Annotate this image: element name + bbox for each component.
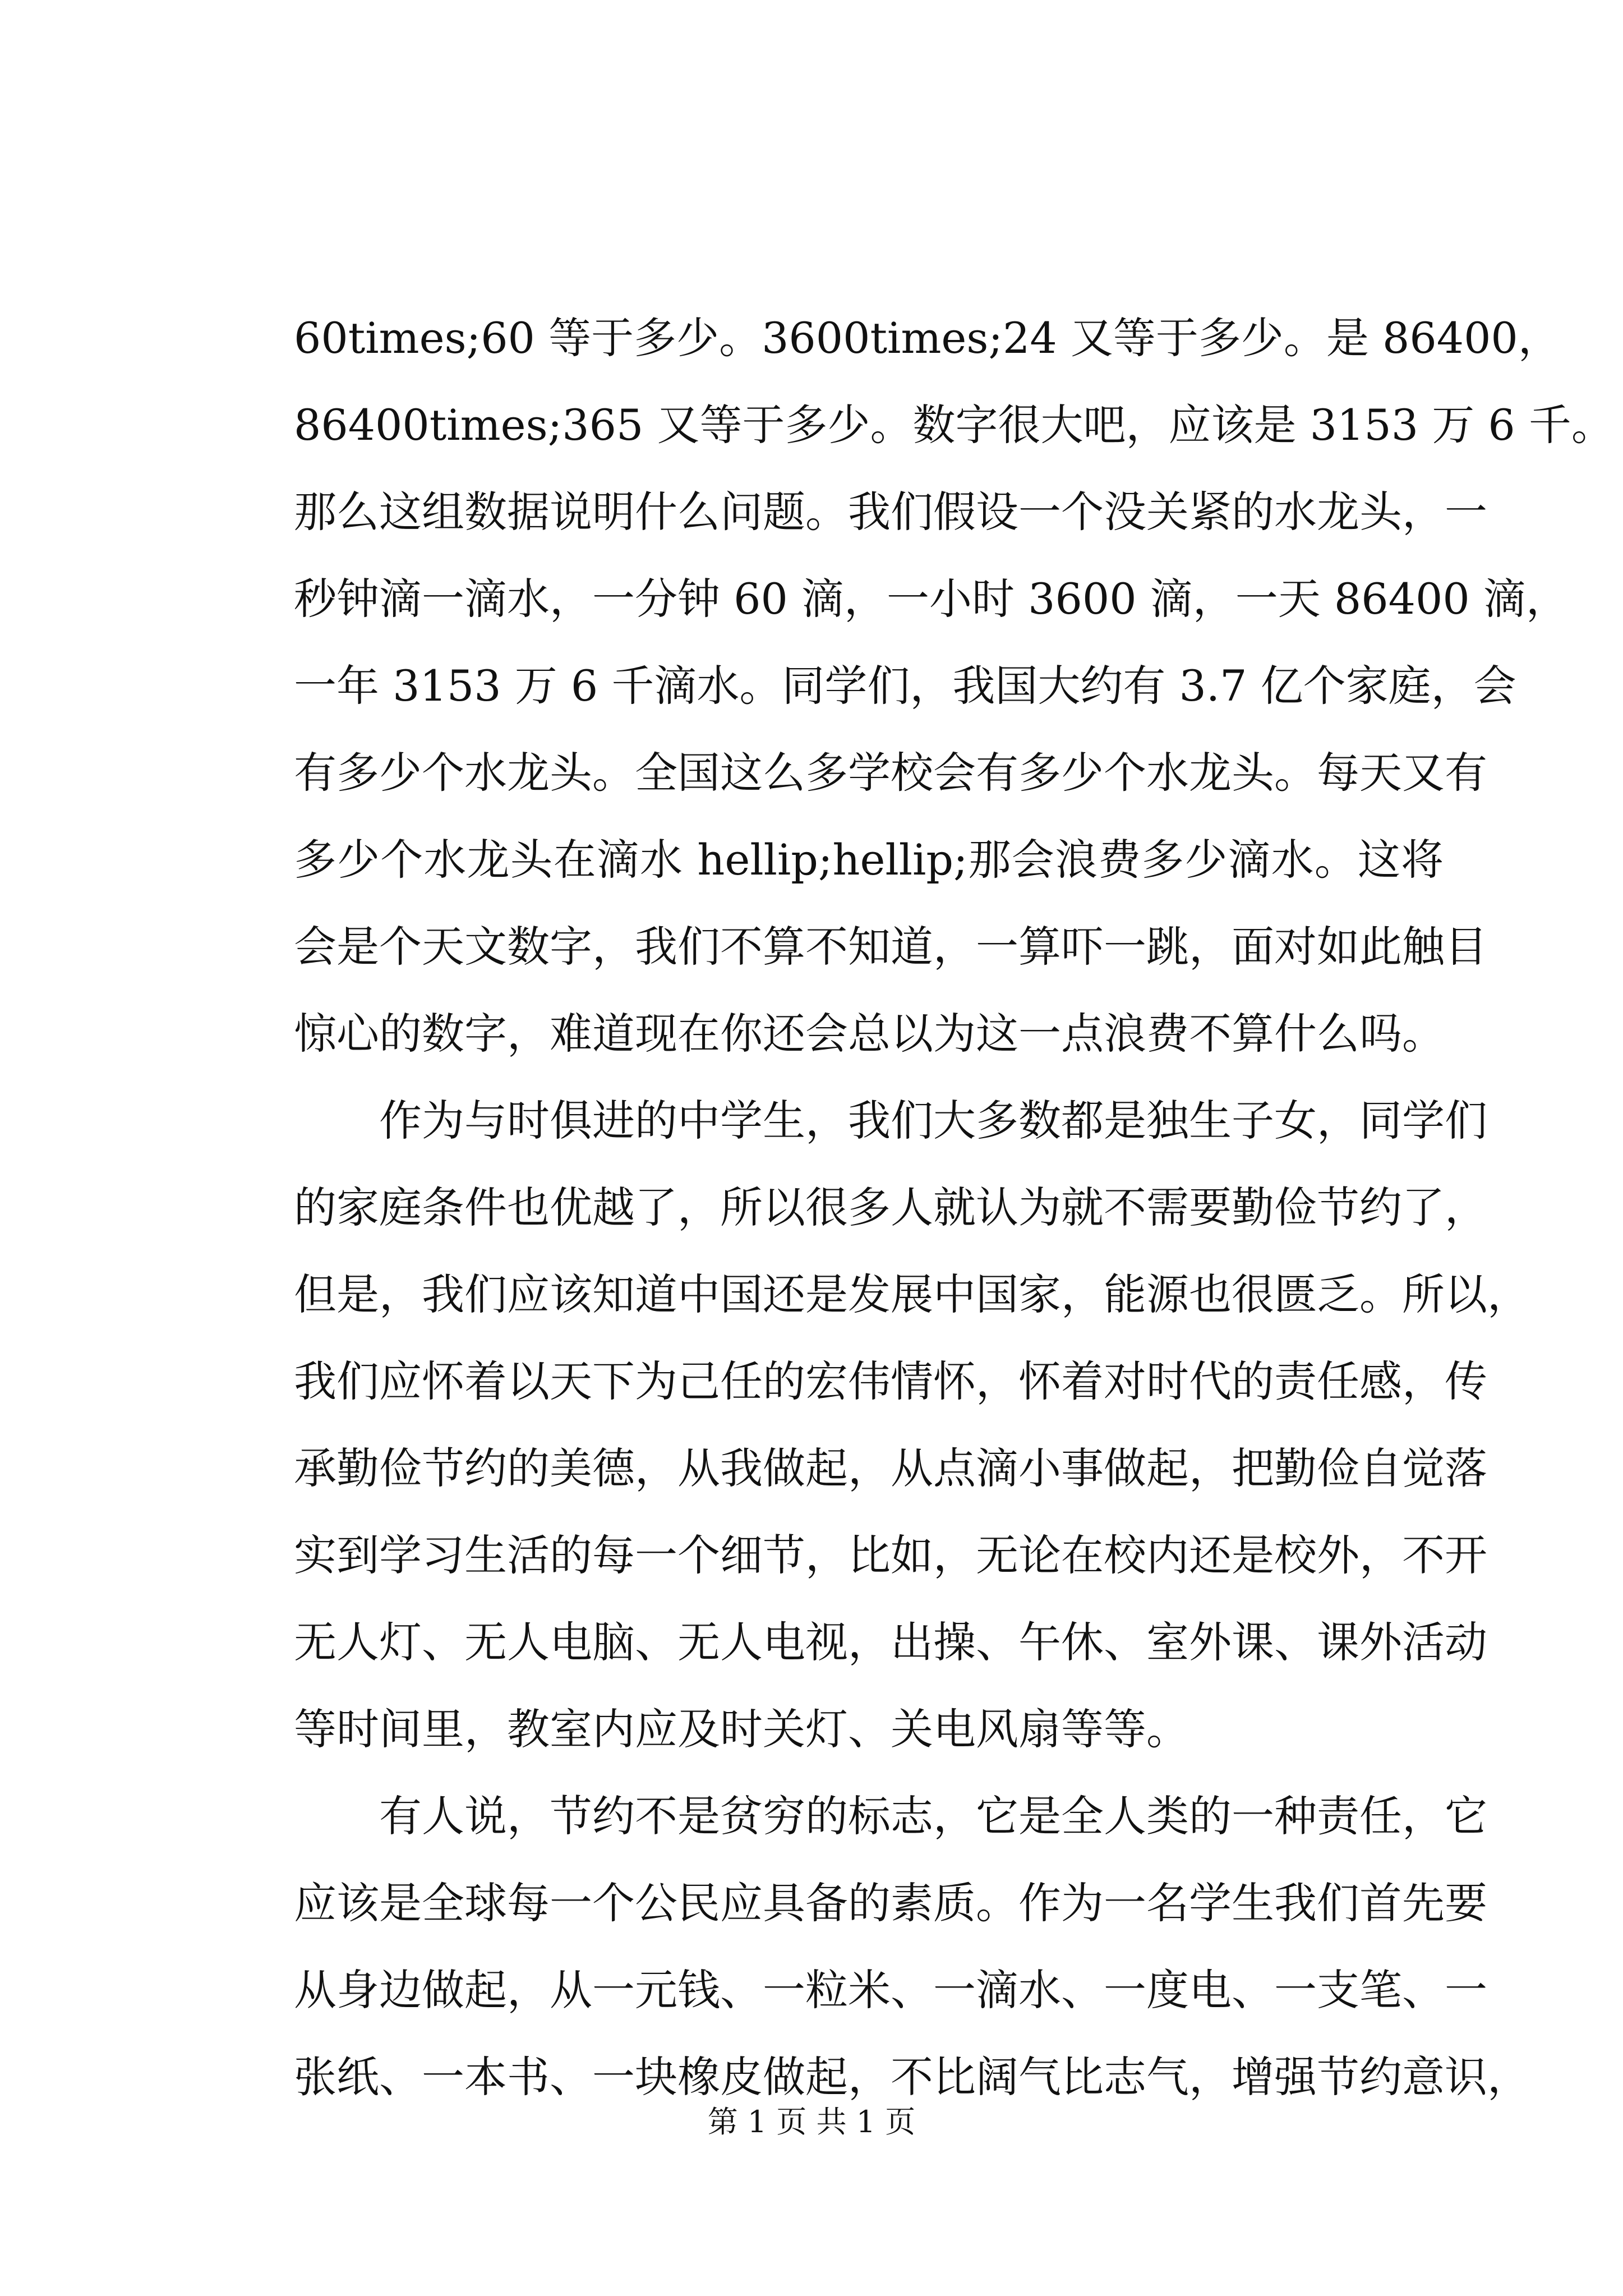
text-line: 的家庭条件也优越了，所以很多人就认为就不需要勤俭节约了， bbox=[294, 1182, 1487, 1232]
text-line: 多少个水龙头在滴水 hellip;hellip;那会浪费多少滴水。这将 bbox=[294, 835, 1444, 885]
text-line: 一年 3153 万 6 千滴水。同学们，我国大约有 3.7 亿个家庭，会 bbox=[294, 661, 1516, 711]
text-line: 等时间里，教室内应及时关灯、关电风扇等等。 bbox=[294, 1704, 1189, 1754]
page-footer: 第 1 页 共 1 页 bbox=[707, 2104, 916, 2139]
text-line: 从身边做起，从一元钱、一粒米、一滴水、一度电、一支笔、一 bbox=[294, 1965, 1487, 2015]
paragraph-first-line: 作为与时俱进的中学生，我们大多数都是独生子女，同学们 bbox=[379, 1096, 1487, 1145]
body-text bbox=[294, 295, 1614, 2120]
text-line: 但是，我们应该知道中国还是发展中国家，能源也很匮乏。所以， bbox=[294, 1269, 1530, 1319]
text-line: 我们应怀着以天下为己任的宏伟情怀，怀着对时代的责任感，传 bbox=[294, 1356, 1487, 1406]
text-line: 惊心的数字，难道现在你还会总以为这一点浪费不算什么吗。 bbox=[294, 1009, 1445, 1059]
text-line: 实到学习生活的每一个细节，比如，无论在校内还是校外，不开 bbox=[294, 1530, 1487, 1580]
text-line: 60times;60 等于多少。3600times;24 又等于多少。是 86400， bbox=[294, 313, 1561, 363]
text-line: 张纸、一本书、一块橡皮做起，不比阔气比志气，增强节约意识， bbox=[294, 2052, 1530, 2102]
text-line: 86400times;365 又等于多少。数字很大吧，应该是 3153 万 6 千。 bbox=[294, 400, 1614, 450]
text-line: 秒钟滴一滴水，一分钟 60 滴，一小时 3600 滴，一天 86400 滴， bbox=[294, 574, 1569, 624]
text-line: 应该是全球每一个公民应具备的素质。作为一名学生我们首先要 bbox=[294, 1878, 1487, 1928]
text-line: 会是个天文数字，我们不算不知道，一算吓一跳，面对如此触目 bbox=[294, 922, 1487, 972]
paragraph-first-line: 有人说，节约不是贫穷的标志，它是全人类的一种责任，它 bbox=[379, 1791, 1487, 1841]
text-line: 那么这组数据说明什么问题。我们假设一个没关紧的水龙头，一 bbox=[294, 487, 1487, 537]
text-line: 有多少个水龙头。全国这么多学校会有多少个水龙头。每天又有 bbox=[294, 748, 1487, 798]
text-line: 无人灯、无人电脑、无人电视，出操、午休、室外课、课外活动 bbox=[294, 1617, 1487, 1667]
text-line: 承勤俭节约的美德，从我做起，从点滴小事做起，把勤俭自觉落 bbox=[294, 1443, 1487, 1493]
